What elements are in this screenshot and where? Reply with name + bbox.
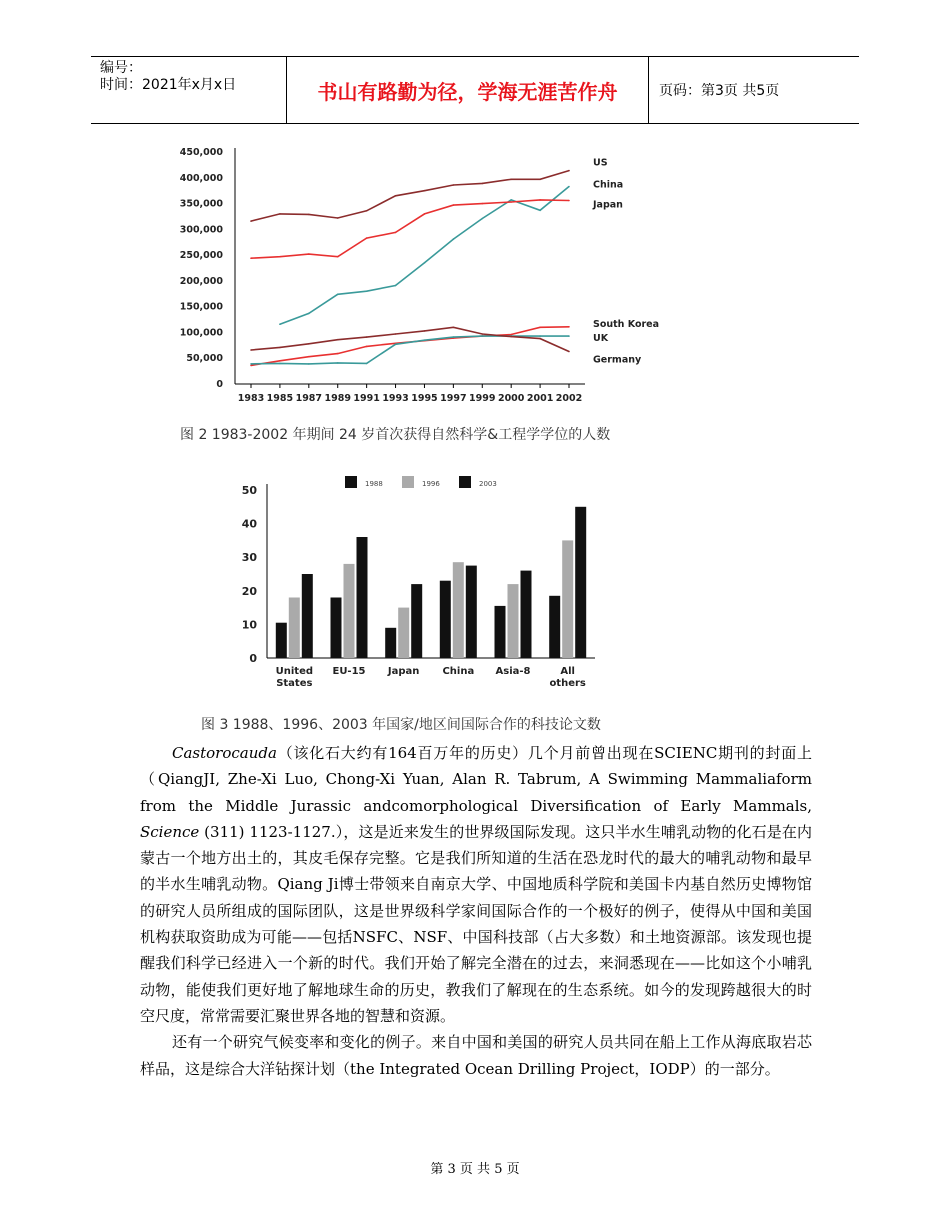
data-point [482,203,484,205]
data-point [453,238,455,240]
data-point [539,210,541,212]
bar [411,584,422,658]
data-point [510,199,512,201]
paragraph-2: 还有一个研究气候变率和变化的例子。来自中国和美国的研究人员共同在船上工作从海底取岩芯样品，这是综合大洋钻探计划（the Integrated Ocean Drilling Project，IODP）的一部分。 [140,1033,812,1078]
data-point [539,335,541,337]
data-point [568,351,570,353]
journal-name: Science [140,822,200,841]
bar [276,623,287,658]
data-point [279,360,281,362]
bar [466,566,477,658]
data-point [308,313,310,315]
data-point [539,199,541,201]
data-point [366,336,368,338]
data-point [395,232,397,234]
y-tick-label: 200,000 [179,275,223,287]
y-tick-label: 400,000 [179,172,223,184]
data-point [366,210,368,212]
data-point [395,285,397,287]
bar [440,581,451,658]
bar [344,564,355,658]
data-point [366,346,368,348]
series-label: UK [593,333,609,345]
data-point [453,336,455,338]
category-label: Asia-8 [495,666,531,677]
series-line-germany [251,327,569,351]
category-label: others [549,678,586,689]
y-tick-label: 0 [249,652,257,665]
data-point [308,343,310,345]
number-label: 编号： [100,60,142,76]
document-header [91,56,859,124]
data-point [539,338,541,340]
bar [495,606,506,658]
y-tick-label: 20 [241,584,257,598]
x-tick-label: 1993 [382,393,409,404]
y-tick-label: 50 [241,484,257,497]
data-point [366,290,368,292]
data-point [395,344,397,346]
bar [562,540,573,658]
data-point [395,333,397,335]
bar [453,562,464,658]
time-label: 时间：2021年x月x日 [100,77,237,93]
data-point [482,183,484,185]
y-tick-label: 450,000 [179,147,223,158]
header-meta-cell [91,57,287,123]
page-footer: 第 3 页 共 5 页 [430,1162,520,1177]
y-tick-label: 350,000 [179,198,223,210]
bar [357,537,368,658]
data-point [308,356,310,358]
paragraph-1-part-a: （该化石大约有164百万年的历史）几个月前曾出现在SCIENC期刊的封面上（QiangJI, Zhe-Xi Luo, Chong-Xi Yuan, Alan R. Tabrum, A Swimming Mammaliaform from the Middle Jurassic andcomorphological Diversification of Early Mammals, [140,744,812,815]
data-point [279,213,281,215]
data-point [568,335,570,337]
data-point [250,349,252,351]
body-text [140,740,812,1082]
bar [398,608,409,658]
legend-label: 1996 [422,480,440,488]
data-point [337,256,339,258]
data-point [510,336,512,338]
data-point [482,333,484,335]
y-tick-label: 50,000 [186,353,223,365]
bar [331,598,342,659]
y-tick-label: 300,000 [179,224,223,236]
series-label: Germany [593,354,642,366]
data-point [250,363,252,365]
y-tick-label: 150,000 [179,301,223,313]
species-name: Castorocauda [172,744,277,762]
data-point [568,170,570,172]
data-point [424,262,426,264]
bar-chart [225,470,625,700]
data-point [482,335,484,337]
x-tick-label: 1999 [469,393,496,404]
data-point [453,184,455,186]
data-point [308,363,310,365]
y-tick-label: 10 [241,618,257,632]
paragraph-1 [140,740,812,1029]
bar [508,584,519,658]
category-label: China [442,666,475,677]
x-tick-label: 2001 [526,393,554,404]
x-tick-label: 2000 [497,393,525,404]
y-tick-label: 30 [241,551,257,565]
data-point [539,179,541,181]
data-point [308,253,310,255]
bar [549,596,560,658]
series-line-us [251,171,569,222]
data-point [510,334,512,336]
x-tick-label: 1985 [266,393,294,404]
y-tick-label: 250,000 [179,250,223,262]
x-tick-label: 1991 [353,393,380,404]
data-point [482,218,484,220]
series-line-uk [251,336,569,364]
data-point [337,362,339,364]
data-point [337,353,339,355]
legend-swatch [402,476,414,488]
bar [302,574,313,658]
data-point [279,363,281,365]
line-chart [160,138,680,410]
bar [575,507,586,658]
data-point [250,365,252,367]
data-point [453,204,455,206]
y-tick-label: 0 [216,379,223,390]
bar [385,628,396,658]
category-label: Japan [387,666,420,677]
data-point [568,326,570,328]
paragraph-1-part-b: (311) 1123-1127.），这是近来发生的世界级国际发现。这只半水生哺乳动物的化石是在内蒙古一个地方出土的，其皮毛保存完整。它是我们所知道的生活在恐龙时代的最大的哺乳动物和最早的半水生哺乳动物。Qiang Ji博士带领来自南京大学、中国地质科学院和美国卡内基自然历史博物馆的研究人员所组成的国际团队，这是世界级科学家间国际合作的一个极好的例子，使得从中国和美国机构获取资助成为可能——包括NSFC、NSF、中国科技部（占大多数）和土地资源部。该发现也提醒我们科学已经进入一个新的时代。我们开始了解完全潜在的过去，来洞悉现在——比如这个小哺乳动物，能使我们更好地了解地球生命的历史，教我们了解现在的生态系统。如今的发现跨越很大的时空尺度，常常需要汇聚世界各地的智慧和资源。 [140,822,812,1025]
header-motto: 书山有路勤为径，学海无涯苦作舟 [287,57,649,123]
data-point [424,190,426,192]
data-point [510,201,512,203]
data-point [539,327,541,329]
x-tick-label: 1983 [237,393,265,404]
category-label: States [276,678,313,689]
data-point [453,327,455,329]
data-point [279,256,281,258]
x-tick-label: 2002 [555,393,583,404]
legend-label: 1988 [365,480,383,488]
x-tick-label: 1989 [324,393,351,404]
x-tick-label: 1995 [411,393,438,404]
series-label: South Korea [593,318,660,330]
legend-swatch [459,476,471,488]
category-label: All [560,666,575,677]
data-point [279,323,281,325]
data-point [337,339,339,341]
data-point [424,213,426,215]
data-point [250,257,252,259]
data-point [337,294,339,296]
data-point [250,220,252,222]
header-page-info: 页码：第3页 共5页 [659,83,780,99]
figure2-caption: 图 2 1983-2002 年期间 24 岁首次获得自然科学&工程学学位的人数 [180,427,611,443]
data-point [568,186,570,188]
x-tick-label: 1997 [440,393,467,404]
y-tick-label: 100,000 [179,327,223,339]
x-tick-label: 1987 [295,393,323,404]
legend-label: 2003 [479,480,497,488]
legend-swatch [345,476,357,488]
series-line-japan [251,200,569,258]
series-label: Japan [593,199,623,211]
bar [521,571,532,658]
data-point [366,237,368,239]
data-point [337,217,339,219]
data-point [395,195,397,197]
bar [289,598,300,659]
figure3-caption: 图 3 1988、1996、2003 年国家/地区间国际合作的科技论文数 [201,717,601,733]
data-point [568,200,570,202]
category-label: EU-15 [332,666,366,677]
series-label: China [593,179,624,191]
category-label: United [275,666,314,677]
data-point [424,330,426,332]
data-point [424,339,426,341]
series-label: US [593,157,608,169]
data-point [366,363,368,365]
data-point [510,179,512,181]
data-point [279,347,281,349]
y-tick-label: 40 [241,517,257,531]
data-point [308,214,310,216]
